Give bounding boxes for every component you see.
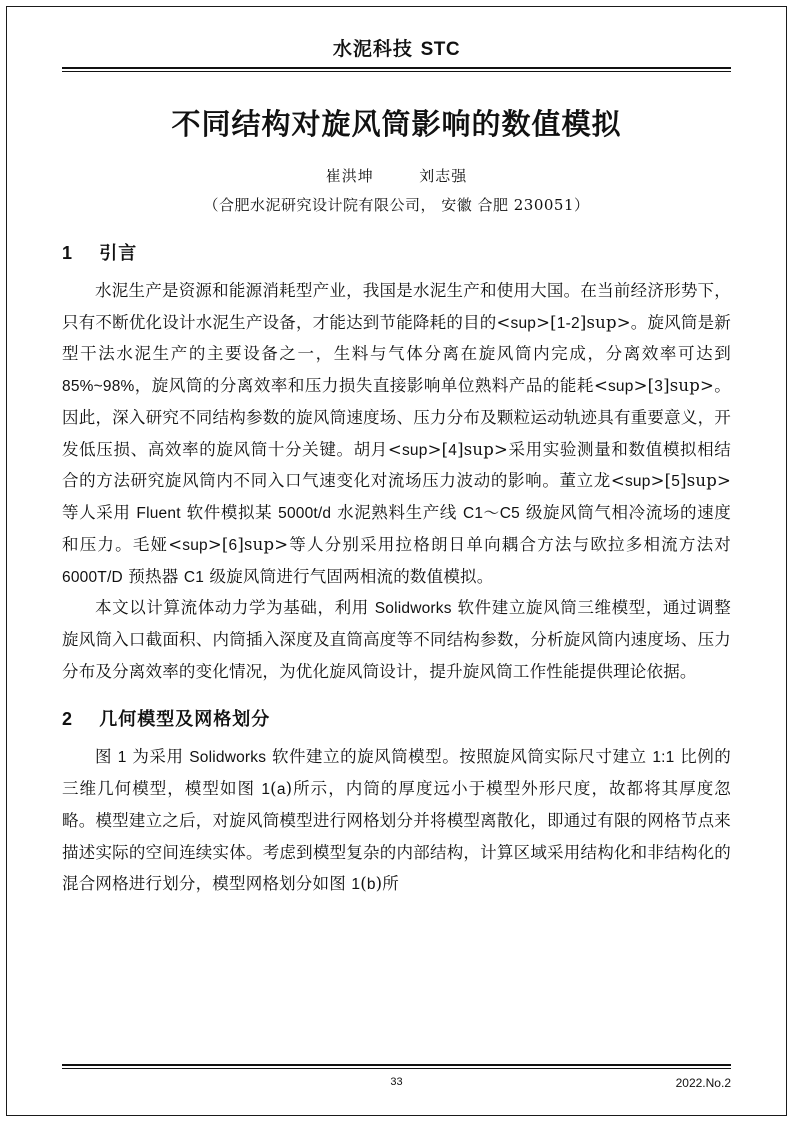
page-content	[62, 34, 731, 1092]
section-heading-2	[62, 705, 731, 731]
footer-rule-thick	[62, 1064, 731, 1066]
page-number: 33	[390, 1076, 403, 1088]
page-title: 不同结构对旋风筒影响的数值模拟	[171, 107, 622, 141]
author-name-1: 崔洪坤	[325, 167, 374, 185]
header-rule-thick	[62, 67, 731, 69]
author-list	[62, 165, 731, 186]
section-heading-1	[62, 239, 731, 265]
paragraph-1-1: 水泥生产是资源和能源消耗型产业，我国是水泥生产和使用大国。在当前经济形势下，只有不断优化设计水泥生产设备，才能达到节能降耗的目的<sup>[1-2]sup>。旋风筒是新型干法水泥生产的主要设备之一，生料与气体分离在旋风筒内完成，分离效率可达到 85%~98%，旋风筒的分离效率和压力损失直接影响单位熟料产品的能耗<sup>[3]sup>。因此，深入研究不同结构参数的旋风筒速度场、压力分布及颗粒运动轨迹具有重要意义，开发低压损、高效率的旋风筒十分关键。胡月<sup>[4]sup>采用实验测量和数值模拟相结合的方法研究旋风筒内不同入口气速变化对流场压力波动的影响。董立龙<sup>[5]sup>等人采用 Fluent 软件模拟某 5000t/d 水泥熟料生产线 C1～C5 级旋风筒气相冷流场的速度和压力。毛娅<sup>[6]sup>等人分别采用拉格朗日单向耦合方法与欧拉多相流方法对 6000T/D 预热器 C1 级旋风筒进行气固两相流的数值模拟。	[62, 281, 732, 586]
running-head	[62, 34, 731, 67]
issue-label: 2022.No.2	[675, 1076, 731, 1090]
author-name-2: 刘志强	[419, 167, 468, 185]
section-number-1: 1	[62, 243, 74, 263]
paragraph-1-2: 本文以计算流体动力学为基础，利用 Solidworks 软件建立旋风筒三维模型，通过调整旋风筒入口截面积、内筒插入深度及直筒高度等不同结构参数，分析旋风筒内速度场、压力分布及分离效率的变化情况，为优化旋风筒设计，提升旋风筒工作性能提供理论依据。	[62, 598, 731, 681]
paragraph-2-1: 图 1 为采用 Solidworks 软件建立的旋风筒模型。按照旋风筒实际尺寸建立 1:1 比例的三维几何模型，模型如图 1(a)所示，内筒的厚度远小于模型外形尺度，故都将其厚度忽略。模型建立之后，对旋风筒模型进行网格划分并将模型离散化，即通过有限的网格节点来描述实际的空间连续实体。考虑到模型复杂的内部结构，计算区域采用结构化和非结构化的混合网格进行划分，模型网格划分如图 1(b)所	[62, 747, 731, 894]
section-title-1: 引言	[99, 243, 138, 264]
header-rule-thin	[62, 71, 731, 72]
section-number-2: 2	[62, 709, 74, 730]
running-head-cn: 水泥科技	[332, 38, 413, 60]
affiliation: （合肥水泥研究设计院有限公司， 安徽 合肥 230051）	[203, 196, 590, 214]
footer-rule-thin	[62, 1068, 731, 1069]
section-title-2: 几何模型及网格划分	[99, 709, 271, 731]
running-head-en: STC	[420, 39, 461, 60]
